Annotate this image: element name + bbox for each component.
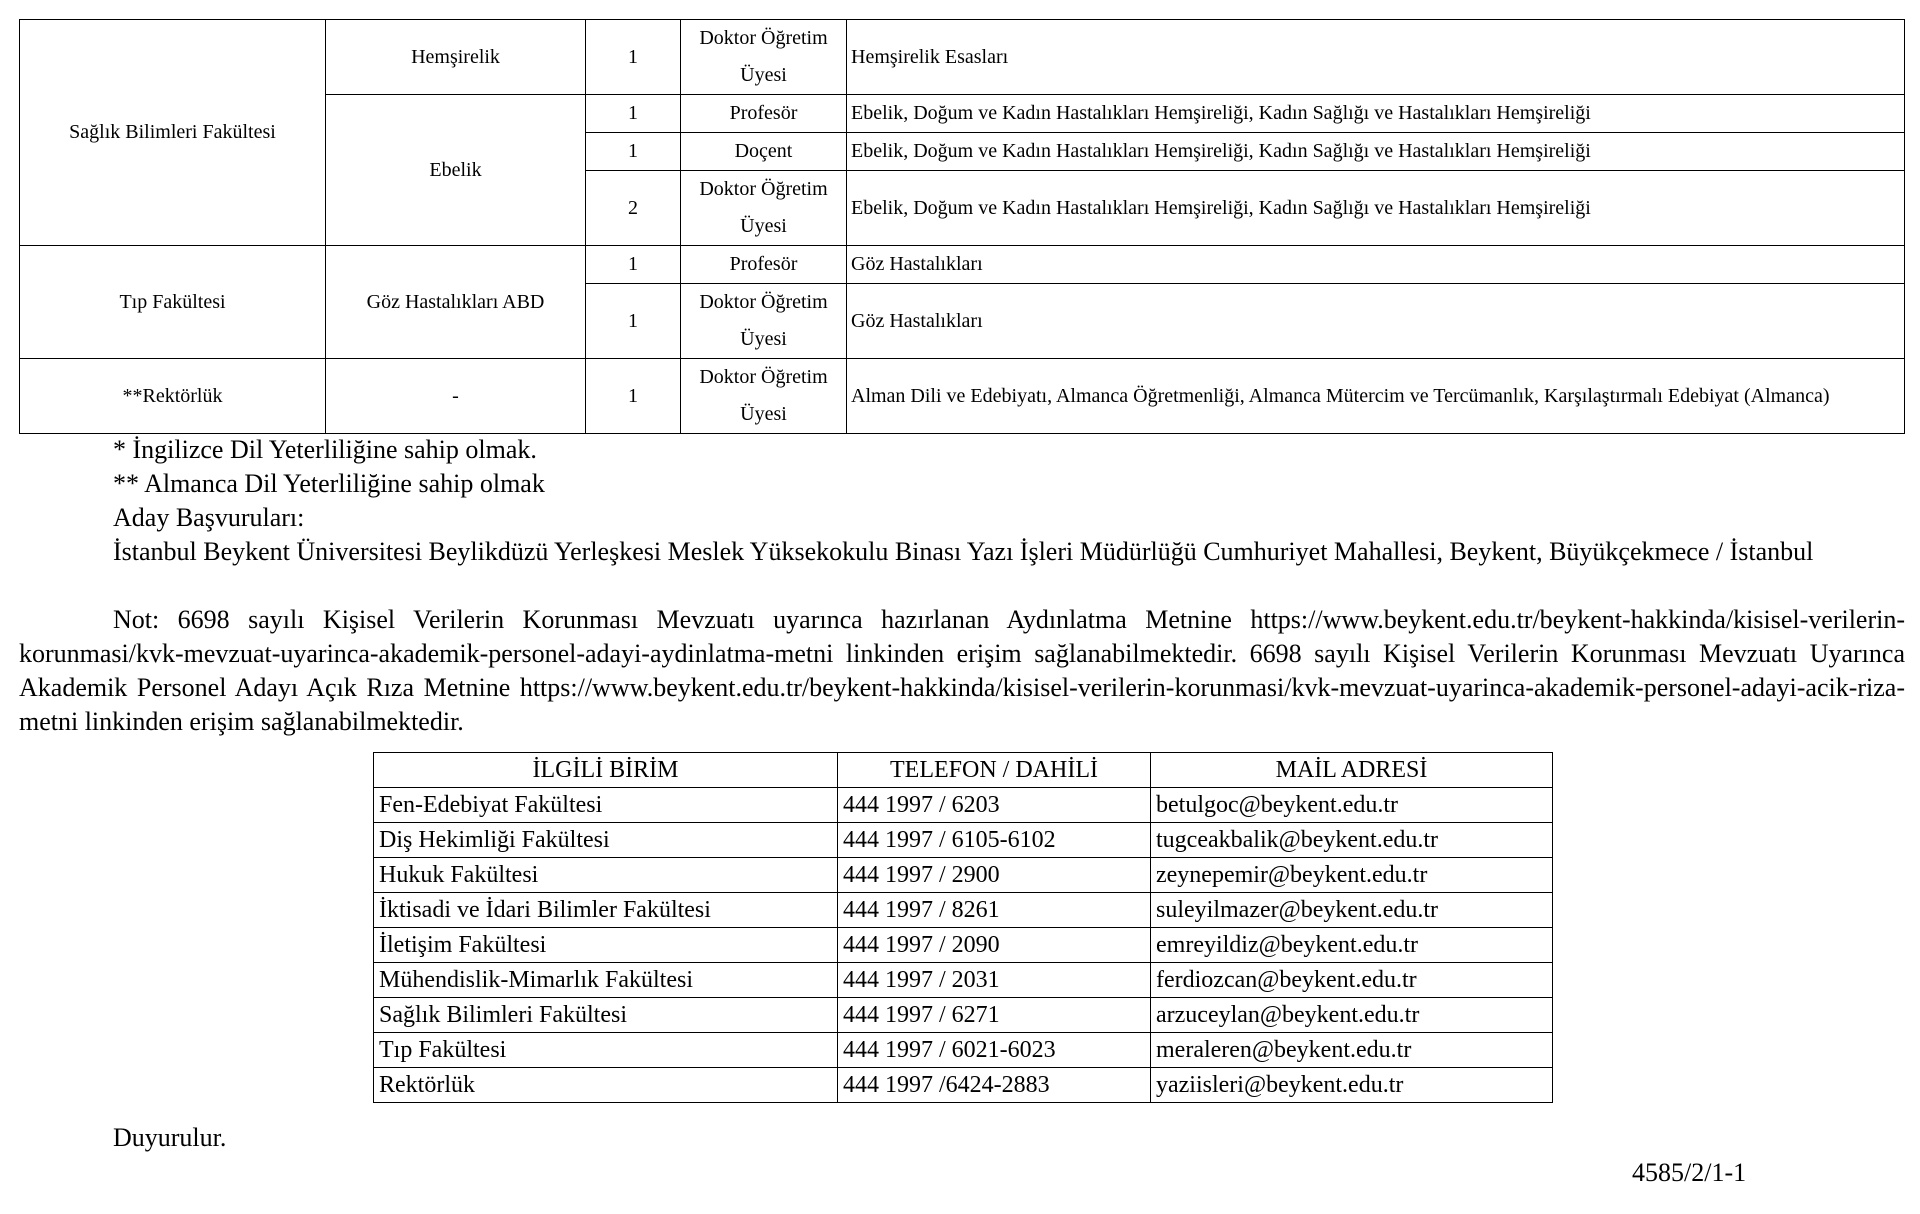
english-requirement-note: * İngilizce Dil Yeterliliğine sahip olmak.: [113, 435, 537, 464]
field-cell: Göz Hastalıkları: [847, 246, 1905, 284]
title-line: Doktor Öğretim: [699, 291, 828, 313]
email-cell: tugceakbalik@beykent.edu.tr: [1151, 823, 1553, 858]
faculty-cell: Tıp Fakültesi: [20, 246, 326, 359]
table-row: [374, 963, 1553, 998]
email-cell: arzuceylan@beykent.edu.tr: [1151, 998, 1553, 1033]
table-row: [374, 998, 1553, 1033]
title-line: Doktor Öğretim: [699, 366, 828, 388]
title-line: Üyesi: [740, 215, 787, 237]
title-line: Doktor Öğretim: [699, 27, 828, 49]
application-address: İstanbul Beykent Üniversitesi Beylikdüzü Yerleşkesi Meslek Yüksekokulu Binası Yazı İşleri Müdürlüğü Cumhuriyet Mahallesi, Beykent, Büyükçekmece / İstanbul: [113, 537, 1814, 566]
count-cell: 1: [586, 246, 681, 284]
unit-cell: İletişim Fakültesi: [374, 928, 838, 963]
unit-cell: Diş Hekimliği Fakültesi: [374, 823, 838, 858]
email-cell: ferdiozcan@beykent.edu.tr: [1151, 963, 1553, 998]
column-header: İLGİLİ BİRİM: [374, 753, 838, 788]
column-header: MAİL ADRESİ: [1151, 753, 1553, 788]
title-cell: [681, 171, 847, 246]
count-cell: 1: [586, 359, 681, 434]
table-row: [374, 928, 1553, 963]
table-row: [374, 1033, 1553, 1068]
german-requirement-note: ** Almanca Dil Yeterliliğine sahip olmak: [113, 469, 545, 498]
title-line: Doktor Öğretim: [699, 178, 828, 200]
table-row: [20, 20, 1905, 95]
contacts-table: [373, 752, 1553, 1103]
phone-cell: 444 1997 / 2031: [838, 963, 1151, 998]
email-cell: meraleren@beykent.edu.tr: [1151, 1033, 1553, 1068]
title-cell: [681, 284, 847, 359]
unit-cell: Sağlık Bilimleri Fakültesi: [374, 998, 838, 1033]
reference-number: 4585/2/1-1: [1632, 1158, 1747, 1187]
unit-cell: Rektörlük: [374, 1068, 838, 1103]
count-cell: 1: [586, 20, 681, 95]
phone-cell: 444 1997 / 6271: [838, 998, 1151, 1033]
privacy-note: Not: 6698 sayılı Kişisel Verilerin Korunması Mevzuatı uyarınca hazırlanan Aydınlatma Metnine https://www.beykent.edu.tr/beykent-hakkinda/kisisel-verilerin-korunmasi/kvk-mevzuat-uyarinca-akademik-personel-adayi-aydinlatma-metni linkinden erişim sağlanabilmektedir. 6698 sayılı Kişisel Verilerin Korunması Mevzuatı Uyarınca Akademik Personel Adayı Açık Rıza Metnine https://www.beykent.edu.tr/beykent-hakkinda/kisisel-verilerin-korunmasi/kvk-mevzuat-uyarinca-akademik-personel-adayi-acik-riza-metni linkinden erişim sağlanabilmektedir.: [19, 605, 1905, 736]
title-cell: [681, 20, 847, 95]
title-cell: Profesör: [681, 95, 847, 133]
title-cell: Profesör: [681, 246, 847, 284]
phone-cell: 444 1997 / 2090: [838, 928, 1151, 963]
table-header-row: [374, 753, 1553, 788]
table-row: [374, 893, 1553, 928]
title-line: Üyesi: [740, 328, 787, 350]
unit-cell: Tıp Fakültesi: [374, 1033, 838, 1068]
unit-cell: Fen-Edebiyat Fakültesi: [374, 788, 838, 823]
count-cell: 1: [586, 95, 681, 133]
closing-text: Duyurulur.: [113, 1123, 227, 1152]
table-row: [20, 359, 1905, 434]
table-row: [374, 1068, 1553, 1103]
count-cell: 1: [586, 133, 681, 171]
phone-cell: 444 1997 / 6021-6023: [838, 1033, 1151, 1068]
field-cell: Ebelik, Doğum ve Kadın Hastalıkları Hemşireliği, Kadın Sağlığı ve Hastalıkları Hemşireliği: [847, 95, 1905, 133]
title-cell: [681, 359, 847, 434]
table-row: [374, 858, 1553, 893]
department-cell: Hemşirelik: [326, 20, 586, 95]
applications-heading: Aday Başvuruları:: [113, 503, 305, 532]
faculty-cell: Sağlık Bilimleri Fakültesi: [20, 20, 326, 246]
unit-cell: İktisadi ve İdari Bilimler Fakültesi: [374, 893, 838, 928]
faculty-cell: **Rektörlük: [20, 359, 326, 434]
phone-cell: 444 1997 / 6203: [838, 788, 1151, 823]
column-header: TELEFON / DAHİLİ: [838, 753, 1151, 788]
email-cell: yaziisleri@beykent.edu.tr: [1151, 1068, 1553, 1103]
department-cell: Ebelik: [326, 95, 586, 246]
positions-table: [19, 19, 1905, 434]
count-cell: 1: [586, 284, 681, 359]
title-cell: Doçent: [681, 133, 847, 171]
unit-cell: Mühendislik-Mimarlık Fakültesi: [374, 963, 838, 998]
table-row: [20, 246, 1905, 284]
email-cell: suleyilmazer@beykent.edu.tr: [1151, 893, 1553, 928]
department-cell: -: [326, 359, 586, 434]
department-cell: Göz Hastalıkları ABD: [326, 246, 586, 359]
phone-cell: 444 1997 / 2900: [838, 858, 1151, 893]
email-cell: betulgoc@beykent.edu.tr: [1151, 788, 1553, 823]
count-cell: 2: [586, 171, 681, 246]
field-cell: Ebelik, Doğum ve Kadın Hastalıkları Hemşireliği, Kadın Sağlığı ve Hastalıkları Hemşireliği: [847, 171, 1905, 246]
phone-cell: 444 1997 /6424-2883: [838, 1068, 1151, 1103]
phone-cell: 444 1997 / 8261: [838, 893, 1151, 928]
table-row: [374, 788, 1553, 823]
table-row: [374, 823, 1553, 858]
email-cell: zeynepemir@beykent.edu.tr: [1151, 858, 1553, 893]
phone-cell: 444 1997 / 6105-6102: [838, 823, 1151, 858]
field-cell: Alman Dili ve Edebiyatı, Almanca Öğretmenliği, Almanca Mütercim ve Tercümanlık, Karşılaştırmalı Edebiyat (Almanca): [847, 359, 1905, 434]
title-line: Üyesi: [740, 64, 787, 86]
email-cell: emreyildiz@beykent.edu.tr: [1151, 928, 1553, 963]
unit-cell: Hukuk Fakültesi: [374, 858, 838, 893]
title-line: Üyesi: [740, 403, 787, 425]
field-cell: Göz Hastalıkları: [847, 284, 1905, 359]
field-cell: Ebelik, Doğum ve Kadın Hastalıkları Hemşireliği, Kadın Sağlığı ve Hastalıkları Hemşireliği: [847, 133, 1905, 171]
field-cell: Hemşirelik Esasları: [847, 20, 1905, 95]
